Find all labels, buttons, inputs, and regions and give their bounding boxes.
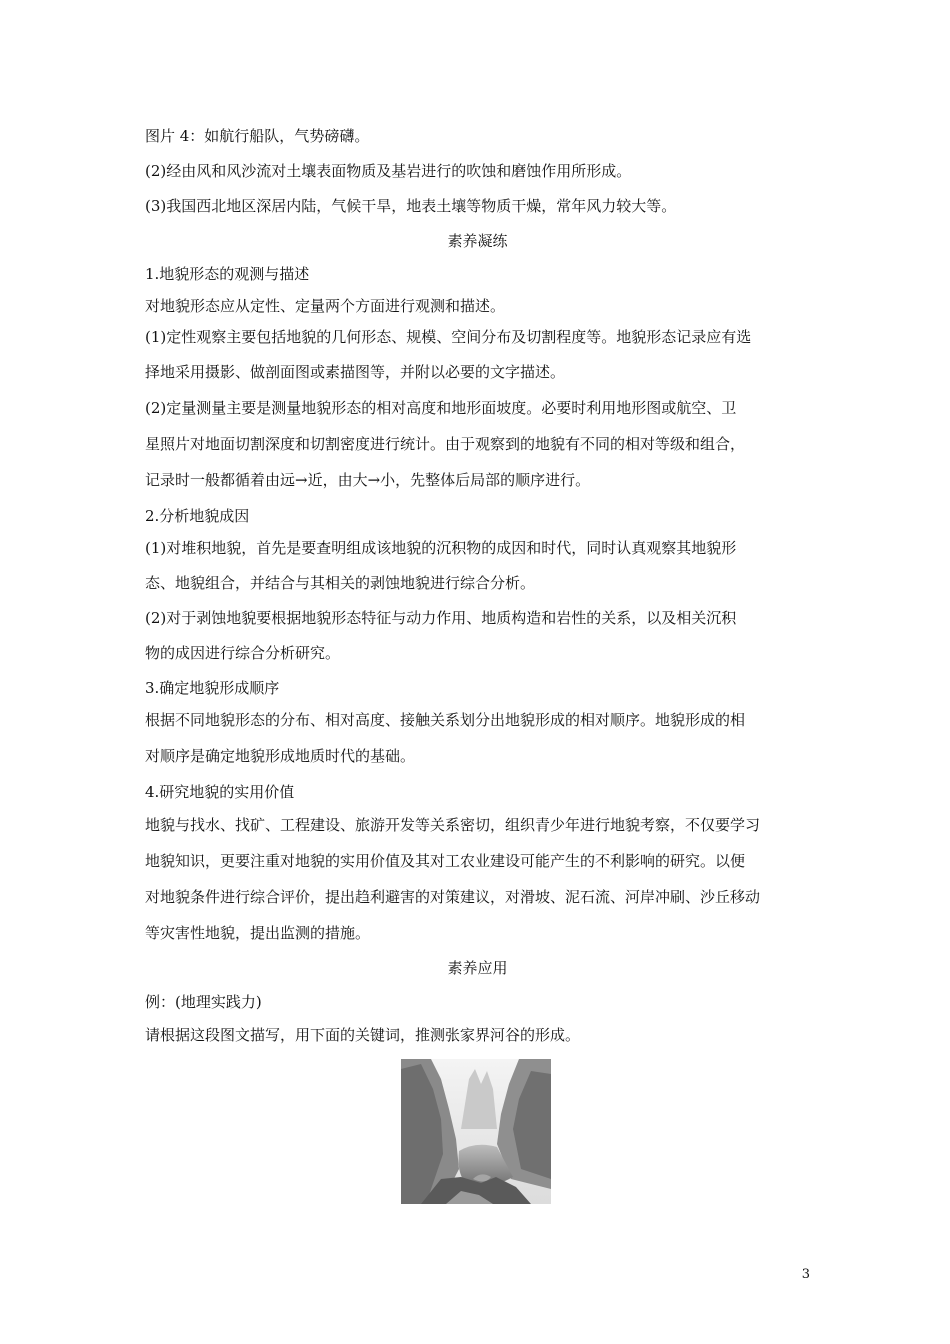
section-heading: 素养应用	[447, 959, 508, 977]
text-line: 等灾害性地貌，提出监测的措施。	[145, 924, 371, 942]
subheading: 4.研究地貌的实用价值	[145, 783, 295, 801]
page-number: 3	[801, 1267, 810, 1282]
text-line: 择地采用摄影、做剖面图或素描图等，并附以必要的文字描述。	[145, 363, 566, 381]
text-line: 请根据这段图文描写，用下面的关键词，推测张家界河谷的形成。	[145, 1026, 581, 1044]
text-line: 地貌与找水、找矿、工程建设、旅游开发等关系密切，组织青少年进行地貌考察，不仅要学习	[145, 816, 761, 834]
text-line: (2)对于剥蚀地貌要根据地貌形态特征与动力作用、地质构造和岩性的关系，以及相关沉积	[145, 609, 737, 627]
text-line: 图片 4：如航行船队，气势磅礴。	[145, 127, 370, 145]
text-line: 例：(地理实践力)	[145, 993, 262, 1011]
text-line: (1)对堆积地貌，首先是要查明组成该地貌的沉积物的成因和时代，同时认真观察其地貌形	[145, 539, 737, 557]
text-line: (2)经由风和风沙流对土壤表面物质及基岩进行的吹蚀和磨蚀作用所形成。	[145, 162, 632, 180]
text-line: 记录时一般都循着由远→近，由大→小，先整体后局部的顺序进行。	[145, 471, 591, 489]
text-line: 对顺序是确定地貌形成地质时代的基础。	[145, 747, 416, 765]
text-line: 星照片对地面切割深度和切割密度进行统计。由于观察到的地貌有不同的相对等级和组合，	[145, 435, 746, 453]
subheading: 2.分析地貌成因	[145, 507, 250, 525]
text-line: 态、地貌组合，并结合与其相关的剥蚀地貌进行综合分析。	[145, 574, 536, 592]
text-line: (3)我国西北地区深居内陆，气候干旱，地表土壤等物质干燥，常年风力较大等。	[145, 197, 677, 215]
text-line: 物的成因进行综合分析研究。	[145, 644, 341, 662]
text-line: 根据不同地貌形态的分布、相对高度、接触关系划分出地貌形成的相对顺序。地貌形成的相	[145, 711, 746, 729]
section-heading: 素养凝练	[447, 232, 508, 250]
text-line: 对地貌形态应从定性、定量两个方面进行观测和描述。	[145, 297, 506, 315]
subheading: 1.地貌形态的观测与描述	[145, 265, 310, 283]
text-line: 地貌知识，更要注重对地貌的实用价值及其对工农业建设可能产生的不利影响的研究。以便	[145, 852, 746, 870]
subheading: 3.确定地貌形成顺序	[145, 679, 280, 697]
valley-photo	[401, 1059, 551, 1204]
text-line: (2)定量测量主要是测量地貌形态的相对高度和地形面坡度。必要时利用地形图或航空、卫	[145, 399, 737, 417]
text-line: 对地貌条件进行综合评价，提出趋利避害的对策建议，对滑坡、泥石流、河岸冲刷、沙丘移动	[145, 888, 761, 906]
text-line: (1)定性观察主要包括地貌的几何形态、规模、空间分布及切割程度等。地貌形态记录应有选	[145, 328, 752, 346]
